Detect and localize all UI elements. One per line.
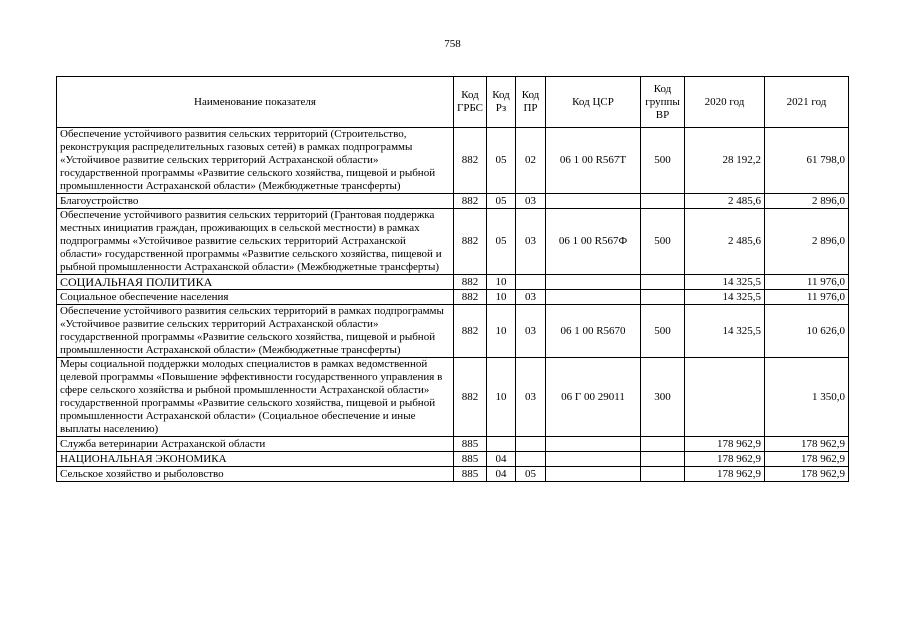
row-csr: 06 1 00 R5670: [546, 305, 641, 358]
row-2020: 14 325,5: [685, 305, 765, 358]
row-rz: 10: [487, 358, 516, 437]
row-name: НАЦИОНАЛЬНАЯ ЭКОНОМИКА: [57, 452, 454, 467]
table-row: [57, 437, 849, 452]
budget-table: [56, 76, 849, 482]
row-rz: 04: [487, 467, 516, 482]
row-2020: 178 962,9: [685, 467, 765, 482]
header-name: Наименование показателя: [57, 77, 454, 128]
row-grbs: 882: [454, 128, 487, 194]
row-csr: 06 1 00 R567Ф: [546, 209, 641, 275]
table-row: [57, 194, 849, 209]
row-rz: 05: [487, 209, 516, 275]
row-2021: 11 976,0: [765, 290, 849, 305]
header-2020: 2020 год: [685, 77, 765, 128]
row-2021: 178 962,9: [765, 452, 849, 467]
row-csr: [546, 275, 641, 290]
row-2020: 28 192,2: [685, 128, 765, 194]
row-rz: 05: [487, 194, 516, 209]
row-pr: [516, 275, 546, 290]
row-name: Служба ветеринарии Астраханской области: [57, 437, 454, 452]
row-rz: 04: [487, 452, 516, 467]
row-grbs: 882: [454, 275, 487, 290]
row-rz: 10: [487, 305, 516, 358]
row-rz: [487, 437, 516, 452]
row-2021: 11 976,0: [765, 275, 849, 290]
row-vr: [641, 452, 685, 467]
row-vr: [641, 194, 685, 209]
row-2020: 14 325,5: [685, 275, 765, 290]
row-name: Обеспечение устойчивого развития сельских территорий в рамках подпрограммы «Устойчивое развитие сельских территорий Астраханской области» государственной программы «Развитие сельского хозяйства, пищевой и рыбной промышленности Астраханской области» (Межбюджетные трансферты): [57, 305, 454, 358]
table-row: [57, 275, 849, 290]
row-csr: [546, 437, 641, 452]
row-2021: 61 798,0: [765, 128, 849, 194]
table-row: [57, 305, 849, 358]
row-grbs: 882: [454, 358, 487, 437]
row-rz: 10: [487, 275, 516, 290]
row-pr: [516, 452, 546, 467]
row-pr: 02: [516, 128, 546, 194]
table-row: [57, 452, 849, 467]
row-grbs: 882: [454, 209, 487, 275]
row-csr: 06 Г 00 29011: [546, 358, 641, 437]
header-vr: Код группы ВР: [641, 77, 685, 128]
row-name: Сельское хозяйство и рыболовство: [57, 467, 454, 482]
page-number: 758: [444, 38, 461, 50]
row-2021: 1 350,0: [765, 358, 849, 437]
row-2020: 178 962,9: [685, 437, 765, 452]
row-pr: 03: [516, 194, 546, 209]
row-grbs: 885: [454, 437, 487, 452]
table-row: [57, 290, 849, 305]
header-pr: Код ПР: [516, 77, 546, 128]
row-2021: 10 626,0: [765, 305, 849, 358]
row-pr: [516, 437, 546, 452]
table-header-row: [57, 77, 849, 128]
row-2020: 178 962,9: [685, 452, 765, 467]
row-2020: 14 325,5: [685, 290, 765, 305]
row-vr: [641, 290, 685, 305]
row-vr: [641, 467, 685, 482]
row-2021: 178 962,9: [765, 437, 849, 452]
row-grbs: 882: [454, 194, 487, 209]
row-vr: 300: [641, 358, 685, 437]
row-rz: 10: [487, 290, 516, 305]
row-2021: 178 962,9: [765, 467, 849, 482]
row-rz: 05: [487, 128, 516, 194]
table-row: [57, 209, 849, 275]
row-2021: 2 896,0: [765, 209, 849, 275]
row-vr: 500: [641, 128, 685, 194]
header-2021: 2021 год: [765, 77, 849, 128]
row-pr: 05: [516, 467, 546, 482]
row-vr: [641, 275, 685, 290]
row-2020: [685, 358, 765, 437]
row-csr: 06 1 00 R567Т: [546, 128, 641, 194]
row-vr: 500: [641, 305, 685, 358]
row-csr: [546, 452, 641, 467]
row-vr: [641, 437, 685, 452]
row-pr: 03: [516, 305, 546, 358]
row-csr: [546, 467, 641, 482]
header-csr: Код ЦСР: [546, 77, 641, 128]
row-name: Обеспечение устойчивого развития сельских территорий (Строительство, реконструкция распределительных газовых сетей) в рамках подпрограммы «Устойчивое развитие сельских территорий Астраханской области» государственной программы «Развитие сельского хозяйства, пищевой и рыбной промышленности Астраханской области» (Межбюджетные трансферты): [57, 128, 454, 194]
table-row: [57, 467, 849, 482]
table-row: [57, 128, 849, 194]
row-name: Обеспечение устойчивого развития сельских территорий (Грантовая поддержка местных инициатив граждан, проживающих в сельской местности) в рамках подпрограммы «Устойчивое развитие сельских территорий Астраханской области» государственной программы «Развитие сельского хозяйства, пищевой и рыбной промышленности Астраханской области» (Межбюджетные трансферты): [57, 209, 454, 275]
row-pr: 03: [516, 209, 546, 275]
row-grbs: 885: [454, 452, 487, 467]
row-name: Социальное обеспечение населения: [57, 290, 454, 305]
row-grbs: 885: [454, 467, 487, 482]
row-name: Благоустройство: [57, 194, 454, 209]
row-2020: 2 485,6: [685, 194, 765, 209]
table-row: [57, 358, 849, 437]
row-2020: 2 485,6: [685, 209, 765, 275]
row-name: СОЦИАЛЬНАЯ ПОЛИТИКА: [57, 275, 454, 290]
row-csr: [546, 290, 641, 305]
row-pr: 03: [516, 290, 546, 305]
row-vr: 500: [641, 209, 685, 275]
row-name: Меры социальной поддержки молодых специалистов в рамках ведомственной целевой программы «Повышение эффективности государственного управления в сфере сельского хозяйства и рыбной промышленности Астраханской области» государственной программы «Развитие сельского хозяйства, пищевой и рыбной промышленности Астраханской области» (Социальное обеспечение и иные выплаты населению): [57, 358, 454, 437]
header-rz: Код Рз: [487, 77, 516, 128]
row-grbs: 882: [454, 305, 487, 358]
row-grbs: 882: [454, 290, 487, 305]
row-2021: 2 896,0: [765, 194, 849, 209]
row-csr: [546, 194, 641, 209]
header-grbs: Код ГРБС: [454, 77, 487, 128]
row-pr: 03: [516, 358, 546, 437]
